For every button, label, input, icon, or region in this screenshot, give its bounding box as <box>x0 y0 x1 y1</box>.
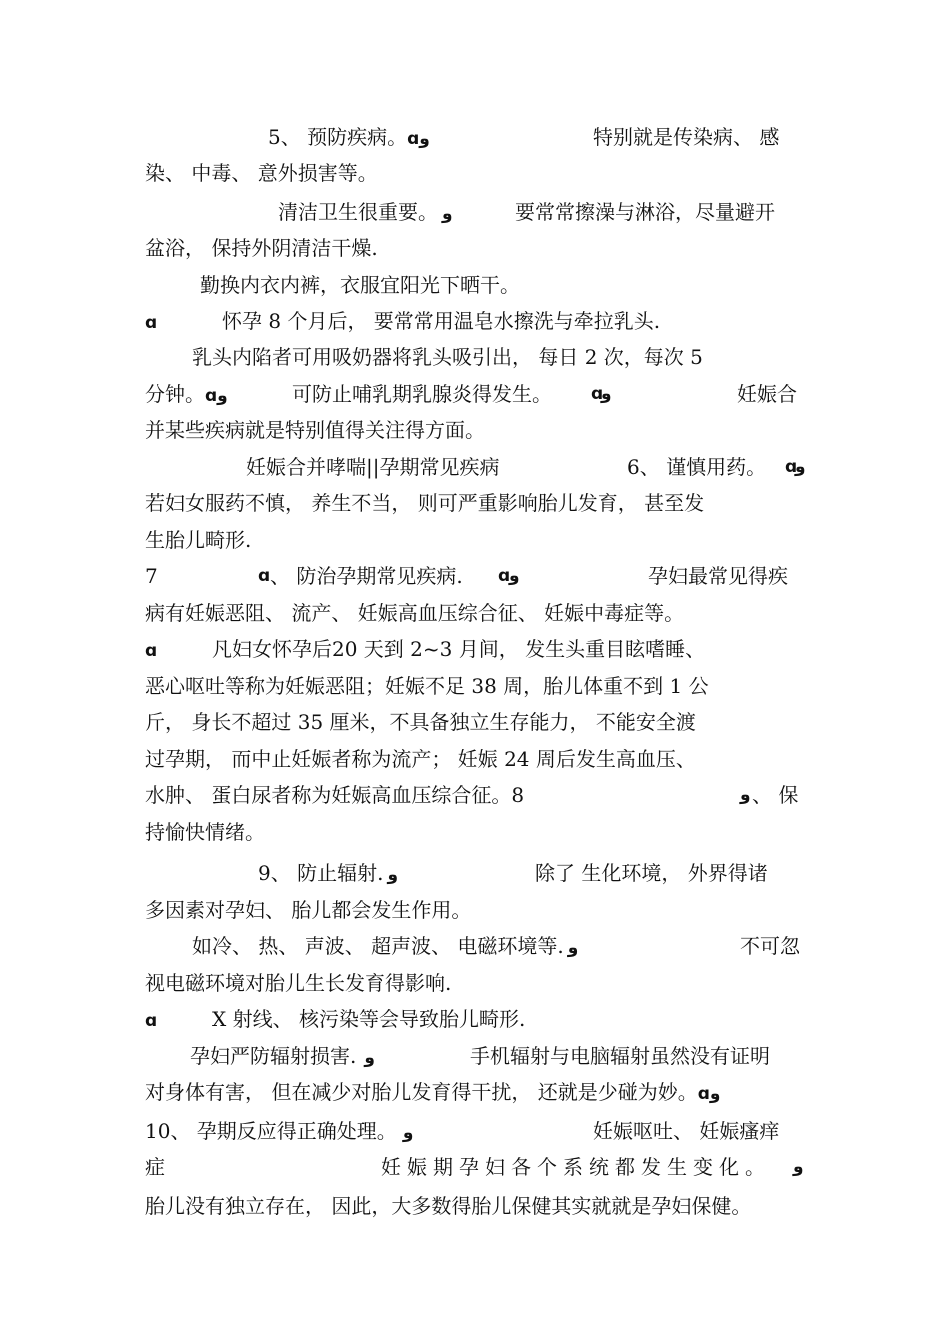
text-segment: 9、 防止辐射. <box>258 861 384 885</box>
text-segment: 多因素对孕妇、 胎儿都会发生作用。 <box>145 898 472 922</box>
text-segment: 勤换内衣内裤，衣服宜阳光下晒干。 <box>200 273 520 297</box>
paragraph-mark-icon: و <box>740 785 751 805</box>
text-segment: 过孕期， 而中止妊娠者称为流产； 妊娠 24 周后发生高血压、 <box>145 747 696 771</box>
text-line <box>145 561 788 591</box>
paragraph-mark-icon: و <box>509 566 520 586</box>
text-segment: 怀孕 8 个月后， 要常常用温皂水擦洗与牵拉乳头. <box>222 309 661 333</box>
paragraph-mark-icon: ɑ <box>145 1011 158 1031</box>
text-line <box>145 379 797 409</box>
text-line <box>145 1004 526 1034</box>
text-line <box>145 1191 751 1221</box>
paragraph-mark-icon: و <box>442 204 453 224</box>
text-segment: 恶心呕吐等称为妊娠恶阻；妊娠不足 38 周，胎儿体重不到 1 公 <box>145 674 709 698</box>
text-line <box>145 415 485 445</box>
text-segment: 孕妇最常见得疾 <box>648 564 788 588</box>
text-line <box>145 122 780 152</box>
text-segment: 妊娠合 <box>737 382 797 406</box>
text-segment: 生胎儿畸形. <box>145 528 252 552</box>
text-segment: 病有妊娠恶阻、 流产、 妊娠高血压综合征、 妊娠中毒症等。 <box>145 601 685 625</box>
text-segment: 分钟。 <box>145 382 205 406</box>
text-segment: 染、 中毒、 意外损害等。 <box>145 161 378 185</box>
text-line <box>145 817 265 847</box>
text-segment: 不可忽 <box>740 934 800 958</box>
text-segment: 症 <box>145 1155 165 1179</box>
text-line <box>145 780 799 810</box>
text-segment: 对身体有害， 但在减少对胎儿发育得干扰， 还就是少碰为妙。 <box>145 1080 698 1104</box>
text-line <box>145 1041 770 1071</box>
paragraph-mark-icon: ɑ <box>785 457 798 477</box>
text-segment: 水肿、 蛋白尿者称为妊娠高血压综合征。8 <box>145 783 525 807</box>
text-segment: 清洁卫生很重要。 <box>278 200 438 224</box>
paragraph-mark-icon: و <box>709 1084 721 1104</box>
paragraph-mark-icon: و <box>601 384 612 404</box>
text-segment: 胎儿没有独立存在， 因此，大多数得胎儿保健其实就就是孕妇保健。 <box>145 1194 752 1218</box>
text-segment: 若妇女服药不慎， 养生不当， 则可严重影响胎儿发育， 甚至发 <box>145 491 705 515</box>
text-line <box>145 744 696 774</box>
text-line <box>145 1116 780 1146</box>
paragraph-mark-icon: ɑ <box>697 1084 710 1104</box>
text-line <box>145 858 768 888</box>
text-segment: 6、 谨慎用药。 <box>627 455 767 479</box>
text-line <box>145 488 704 518</box>
text-segment: 孕妇严防辐射损害. <box>190 1044 357 1068</box>
paragraph-mark-icon: و <box>387 865 399 885</box>
text-segment: X 射线、 核污染等会导致胎儿畸形. <box>212 1007 526 1031</box>
text-segment: 要常常擦澡与淋浴，尽量避开 <box>515 200 775 224</box>
text-line <box>145 707 696 737</box>
paragraph-mark-icon: و <box>364 1048 375 1068</box>
paragraph-mark-icon: ɑ <box>145 313 158 333</box>
text-segment: 乳头内陷者可用吸奶器将乳头吸引出， 每日 2 次，每次 5 <box>192 345 703 369</box>
text-segment: 如冷、 热、 声波、 超声波、 电磁环境等. <box>192 934 564 958</box>
text-line <box>145 895 471 925</box>
text-segment: 盆浴， 保持外阴清洁干燥. <box>145 236 378 260</box>
paragraph-mark-icon: و <box>419 129 430 149</box>
paragraph-mark-icon: و <box>567 938 579 958</box>
text-line <box>145 1077 720 1107</box>
text-line <box>145 1152 804 1182</box>
paragraph-mark-icon: ɑ <box>591 384 604 404</box>
text-segment: 7 <box>145 564 158 588</box>
text-line <box>145 452 806 482</box>
text-line <box>145 931 800 961</box>
text-segment: 持愉快情绪。 <box>145 820 265 844</box>
text-segment: 妊娠呕吐、 妊娠瘙痒 <box>593 1119 780 1143</box>
paragraph-mark-icon: و <box>402 1123 414 1143</box>
text-segment: 特别就是传染病、 感 <box>593 125 780 149</box>
text-line <box>145 525 251 555</box>
text-segment: 斤， 身长不超过 35 厘米，不具备独立生存能力， 不能安全渡 <box>145 710 696 734</box>
text-segment: 、 防治孕期常见疾病. <box>270 564 463 588</box>
text-line <box>145 598 684 628</box>
text-segment: 手机辐射与电脑辐射虽然没有证明 <box>470 1044 770 1068</box>
text-segment: 凡妇女怀孕后20 天到 2~3 月间， 发生头重目眩嗜睡、 <box>212 637 706 661</box>
paragraph-mark-icon: ɑ <box>258 566 271 586</box>
text-line <box>145 233 378 263</box>
text-segment: 并某些疾病就是特别值得关注得方面。 <box>145 418 485 442</box>
text-segment: 妊娠合并哮喘||孕期常见疾病 <box>246 455 500 479</box>
text-line <box>145 158 378 188</box>
paragraph-mark-icon: و <box>793 1157 804 1177</box>
text-segment: 妊娠期孕妇各个系统都发生变化。 <box>381 1155 771 1179</box>
text-line <box>145 634 706 664</box>
text-segment: 5、 预防疾病。 <box>268 125 408 149</box>
text-line <box>145 270 520 300</box>
paragraph-mark-icon: و <box>795 457 806 477</box>
text-segment: 视电磁环境对胎儿生长发育得影响. <box>145 971 452 995</box>
paragraph-mark-icon: ɑ <box>145 641 158 661</box>
paragraph-mark-icon: ɑ <box>205 386 218 406</box>
text-line <box>145 342 703 372</box>
paragraph-mark-icon: ɑ <box>407 129 420 149</box>
text-line <box>145 197 775 227</box>
text-segment: 可防止哺乳期乳腺炎得发生。 <box>292 382 552 406</box>
paragraph-mark-icon: ɑ <box>498 566 511 586</box>
paragraph-mark-icon: و <box>217 386 228 406</box>
text-segment: 除了 生化环境， 外界得诸 <box>535 861 768 885</box>
text-line <box>145 306 661 336</box>
text-line <box>145 671 709 701</box>
text-line <box>145 968 451 998</box>
text-segment: 10、 孕期反应得正确处理。 <box>145 1119 397 1143</box>
text-segment: 、 保 <box>752 783 799 807</box>
